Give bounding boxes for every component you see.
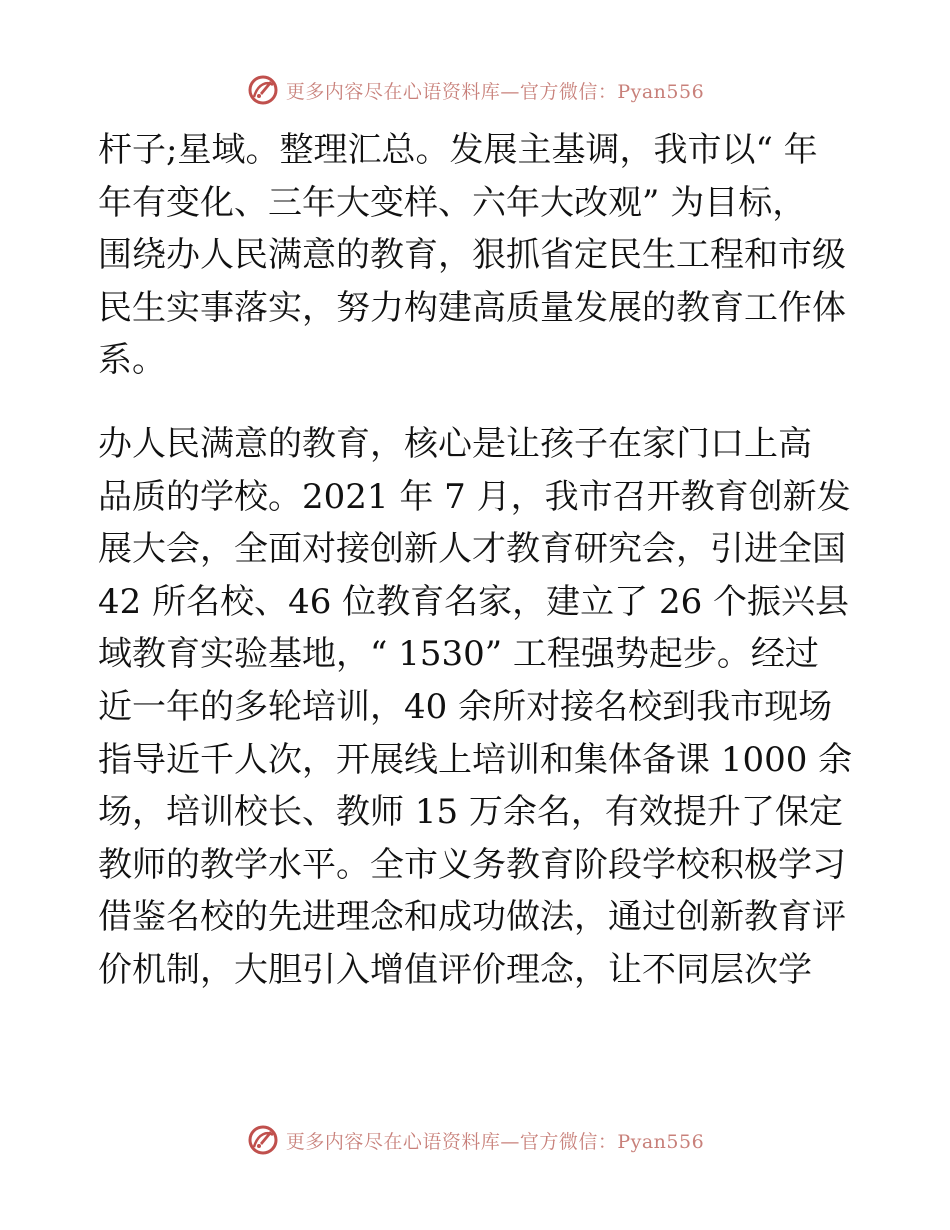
pen-swirl-logo-icon	[246, 73, 280, 107]
text-line: 围绕办人民满意的教育，狠抓省定民生工程和市级	[98, 235, 846, 276]
text-line: 价机制，大胆引入增值评价理念，让不同层次学	[98, 949, 812, 990]
text-line: 近一年的多轮培训，40 余所对接名校到我市现场	[98, 686, 833, 727]
text-line: 42 所名校、46 位教育名家，建立了 26 个振兴县	[98, 581, 850, 622]
text-line: 系。	[98, 340, 166, 381]
footer-banner-text: 更多内容尽在心语资料库—官方微信：Pyan556	[285, 1130, 705, 1153]
text-line: 办人民满意的教育，核心是让孩子在家门口上高	[98, 423, 812, 464]
header-banner-text: 更多内容尽在心语资料库—官方微信：Pyan556	[285, 80, 705, 103]
text-line: 指导近千人次，开展线上培训和集体备课 1000 余	[98, 739, 853, 780]
paragraph-2	[98, 418, 853, 997]
text-line: 教师的教学水平。全市义务教育阶段学校积极学习	[98, 844, 846, 885]
footer-banner	[0, 1120, 950, 1160]
text-line: 域教育实验基地，“ 1530” 工程强势起步。经过	[98, 634, 819, 675]
text-line: 借鉴名校的先进理念和成功做法，通过创新教育评	[98, 897, 846, 938]
text-line: 年有变化、三年大变样、六年大改观” 为目标，	[98, 182, 807, 223]
paragraph-1	[98, 124, 850, 387]
text-line: 民生实事落实，努力构建高质量发展的教育工作体	[98, 287, 846, 328]
document-body	[98, 124, 853, 997]
text-line: 展大会，全面对接创新人才教育研究会，引进全国	[98, 529, 846, 570]
text-line: 杆子;星域。整理汇总。发展主基调，我市以“ 年	[98, 130, 818, 170]
text-line: 品质的学校。2021 年 7 月，我市召开教育创新发	[98, 476, 851, 517]
header-banner	[0, 70, 950, 110]
pen-swirl-logo-icon	[246, 1123, 280, 1157]
text-line: 场，培训校长、教师 15 万余名，有效提升了保定	[98, 792, 843, 833]
